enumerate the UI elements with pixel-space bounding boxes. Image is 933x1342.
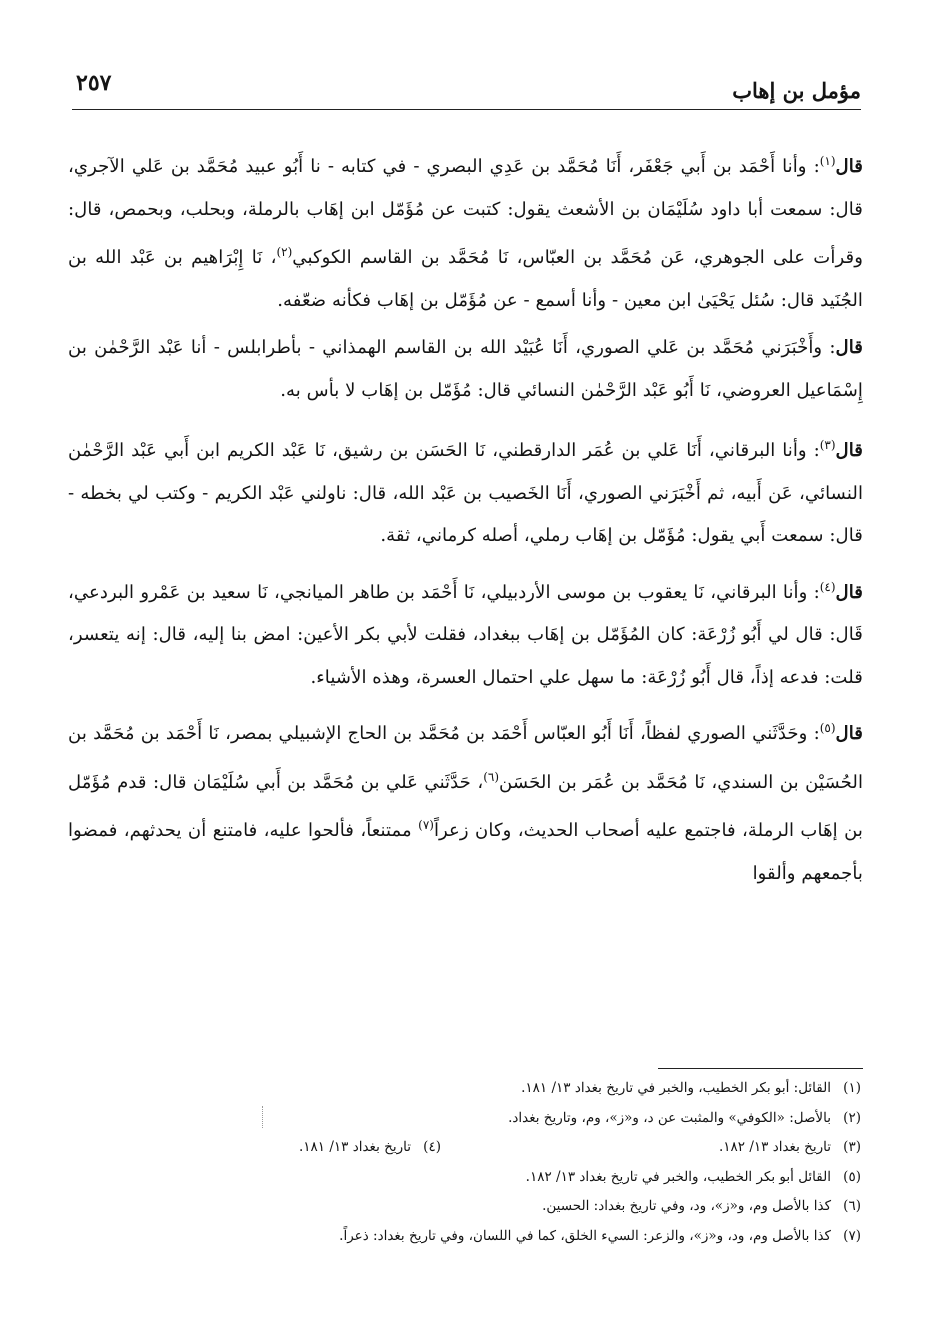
paragraph-text: : وحَدَّثَني الصوري لفظاً، أَنَا أَبُو العبّاس أَحْمَد بن مُحَمَّد بن الحاج الإشبيلي بمصر، نَا أَحْمَد بن مُحَمَّد بن الحُسَيْن بن السندي، نَا مُحَمَّد بن عُمَر بن الحَسَن [68,723,863,793]
paragraph-lead: قال [835,581,863,603]
paragraph-5 [68,707,863,895]
footnote [441,1133,861,1163]
paragraph-text: ممتنعاً، فألحوا عليه، فامتنع أن يحدثهم، فمضوا بأجمعهم وألقوا [68,820,863,884]
footnote-text: القائل أبو بكر الخطيب، والخبر في تاريخ بغداد ١٣/ ١٨٢. [525,1168,831,1185]
footnote [72,1222,861,1252]
footnote-row [72,1133,861,1163]
page-number: ٢٥٧ [76,70,112,96]
footnote-number: (٥) [843,1168,861,1185]
paragraph-lead: قال [835,440,863,462]
footnote [72,1163,861,1193]
paragraph-text: ، حَدَّثَني عَلي بن مُحَمَّد بن أَبي سُلَيْمَان قال: قدم مُؤَمّل بن إهَاب الرملة، فاجتمع عليه أصحاب الحديث، وكان زعراً [68,771,863,842]
footnote-ref: (٧) [418,818,434,833]
paragraph-1 [68,140,863,322]
running-header [72,66,861,106]
footnote-ref: (٥) [819,721,836,736]
footnote-number: (٧) [843,1227,861,1244]
paragraph-text: : وأنا البرقاني، نَا يعقوب بن موسى الأردبيلي، نَا أَحْمَد بن طاهر الميانجي، نَا سعيد بن عَمْرو البردعي، قَال: قال لي أَبُو زُرْعَة: كان المُؤَمّل بن إهَاب ببغداد، فقلت لأبي بكر الأعين: امض بنا إليه، قال: إنه يتعسر، قلت: فدعه إذاً، قال أَبُو زُرْعَة: ما سهل علي احتمال العسرة، وهذه الأشياء. [68,581,863,688]
footnote-ref: (٤) [819,579,836,594]
footnote-separator [658,1068,863,1069]
footnote-number: (٣) [843,1139,861,1155]
footnotes [72,1074,861,1251]
footnote-ref: (١) [819,154,836,168]
paragraph-text: : وأَخْبَرَني مُحَمَّد بن عَلي الصوري، أَنَا عُبَيْد الله بن القاسم الهمذاني - بأطرابلس - أنا عَبْد الرَّحْمٰن بن إِسْمَاعيل العروضي، نَا أَبُو عَبْد الرَّحْمٰن النسائي قال: مُؤَمّل بن إهَاب لا بأس به. [68,337,863,401]
footnote-text: تاريخ بغداد ١٣/ ١٨١. [299,1139,411,1155]
paragraph-lead: قال [835,156,863,178]
paragraph-2 [68,327,863,412]
footnote-text: تاريخ بغداد ١٣/ ١٨٢. [719,1139,831,1155]
paragraph-lead: قال [835,337,863,359]
main-text [68,140,863,903]
footnote-ref: (٢) [276,245,293,260]
footnote [72,1074,861,1104]
footnote-text: كذا بالأصل وم، ود، و«ز»، والزعر: السيء الخلق، كما في اللسان، وفي تاريخ بغداد: ذعراً. [339,1227,831,1244]
paragraph-lead: قال [835,723,863,745]
footnote-number: (٦) [843,1198,861,1214]
header-rule [72,109,861,110]
footnote-text: القائل: أبو بكر الخطيب، والخبر في تاريخ بغداد ١٣/ ١٨١. [521,1080,831,1096]
paragraph-text: ، نَا إِبْرَاهيم بن عَبْد الله بن الجُنَيد قال: سُئل يَحْيَىٰ ابن معين - وأنا أسمع - عن مُؤَمّل بن إهَاب فكأنه ضعّفه. [68,247,863,311]
footnote [72,1104,861,1134]
paragraph-text: : وأنا البرقاني، أَنَا عَلي بن عُمَر الدارقطني، نَا الحَسَن بن رشيق، نَا عَبْد الكريم ابن أَبي عَبْد الرَّحْمٰن النسائي، عَن أَبيه، ثم أَخْبَرَني الصوري، أَنَا الخَصيب بن عَبْد الله، قال: ناولني عَبْد الكريم - وكتب لي بخطه - قال: سمعت أَبي يقول: مُؤَمّل بن إهَاب رملي، أصله كرماني، ثقة. [68,440,863,547]
footnote [72,1192,861,1222]
footnote-number: (١) [843,1080,861,1096]
footnote-text: بالأصل: «الكوفي» والمثبت عن د، و«ز»، وم، وتاريخ بغداد. [508,1109,831,1126]
footnote-number: (٤) [423,1139,441,1155]
paragraph-4 [68,566,863,700]
header-title: مؤمل بن إهاب [732,78,861,103]
paragraph-text: : وأنا أَحْمَد بن أَبي جَعْفَر، أَنَا مُحَمَّد بن عَدِي البصري - في كتابه - نا أَبُو عبيد مُحَمَّد بن عَلي الآجري، قال: سمعت أبا داود سُلَيْمَان بن الأشعث يقول: كتبت عن مُؤَمّل ابن إهَاب بالرملة، وبحلب، وبحمص، قال: وقرأت على الجوهري، عَن مُحَمَّد بن العبّاس، نَا مُحَمَّد بن القاسم الكوكبي [68,156,863,269]
footnote-number: (٢) [843,1109,861,1126]
paragraph-3 [68,424,863,558]
footnote [299,1133,441,1163]
footnote-ref: (٣) [819,438,836,453]
footnote-text: كذا بالأصل وم، و«ز»، ود، وفي تاريخ بغداد: الحسين. [542,1198,831,1214]
footnote-ref: (٦) [483,769,500,784]
